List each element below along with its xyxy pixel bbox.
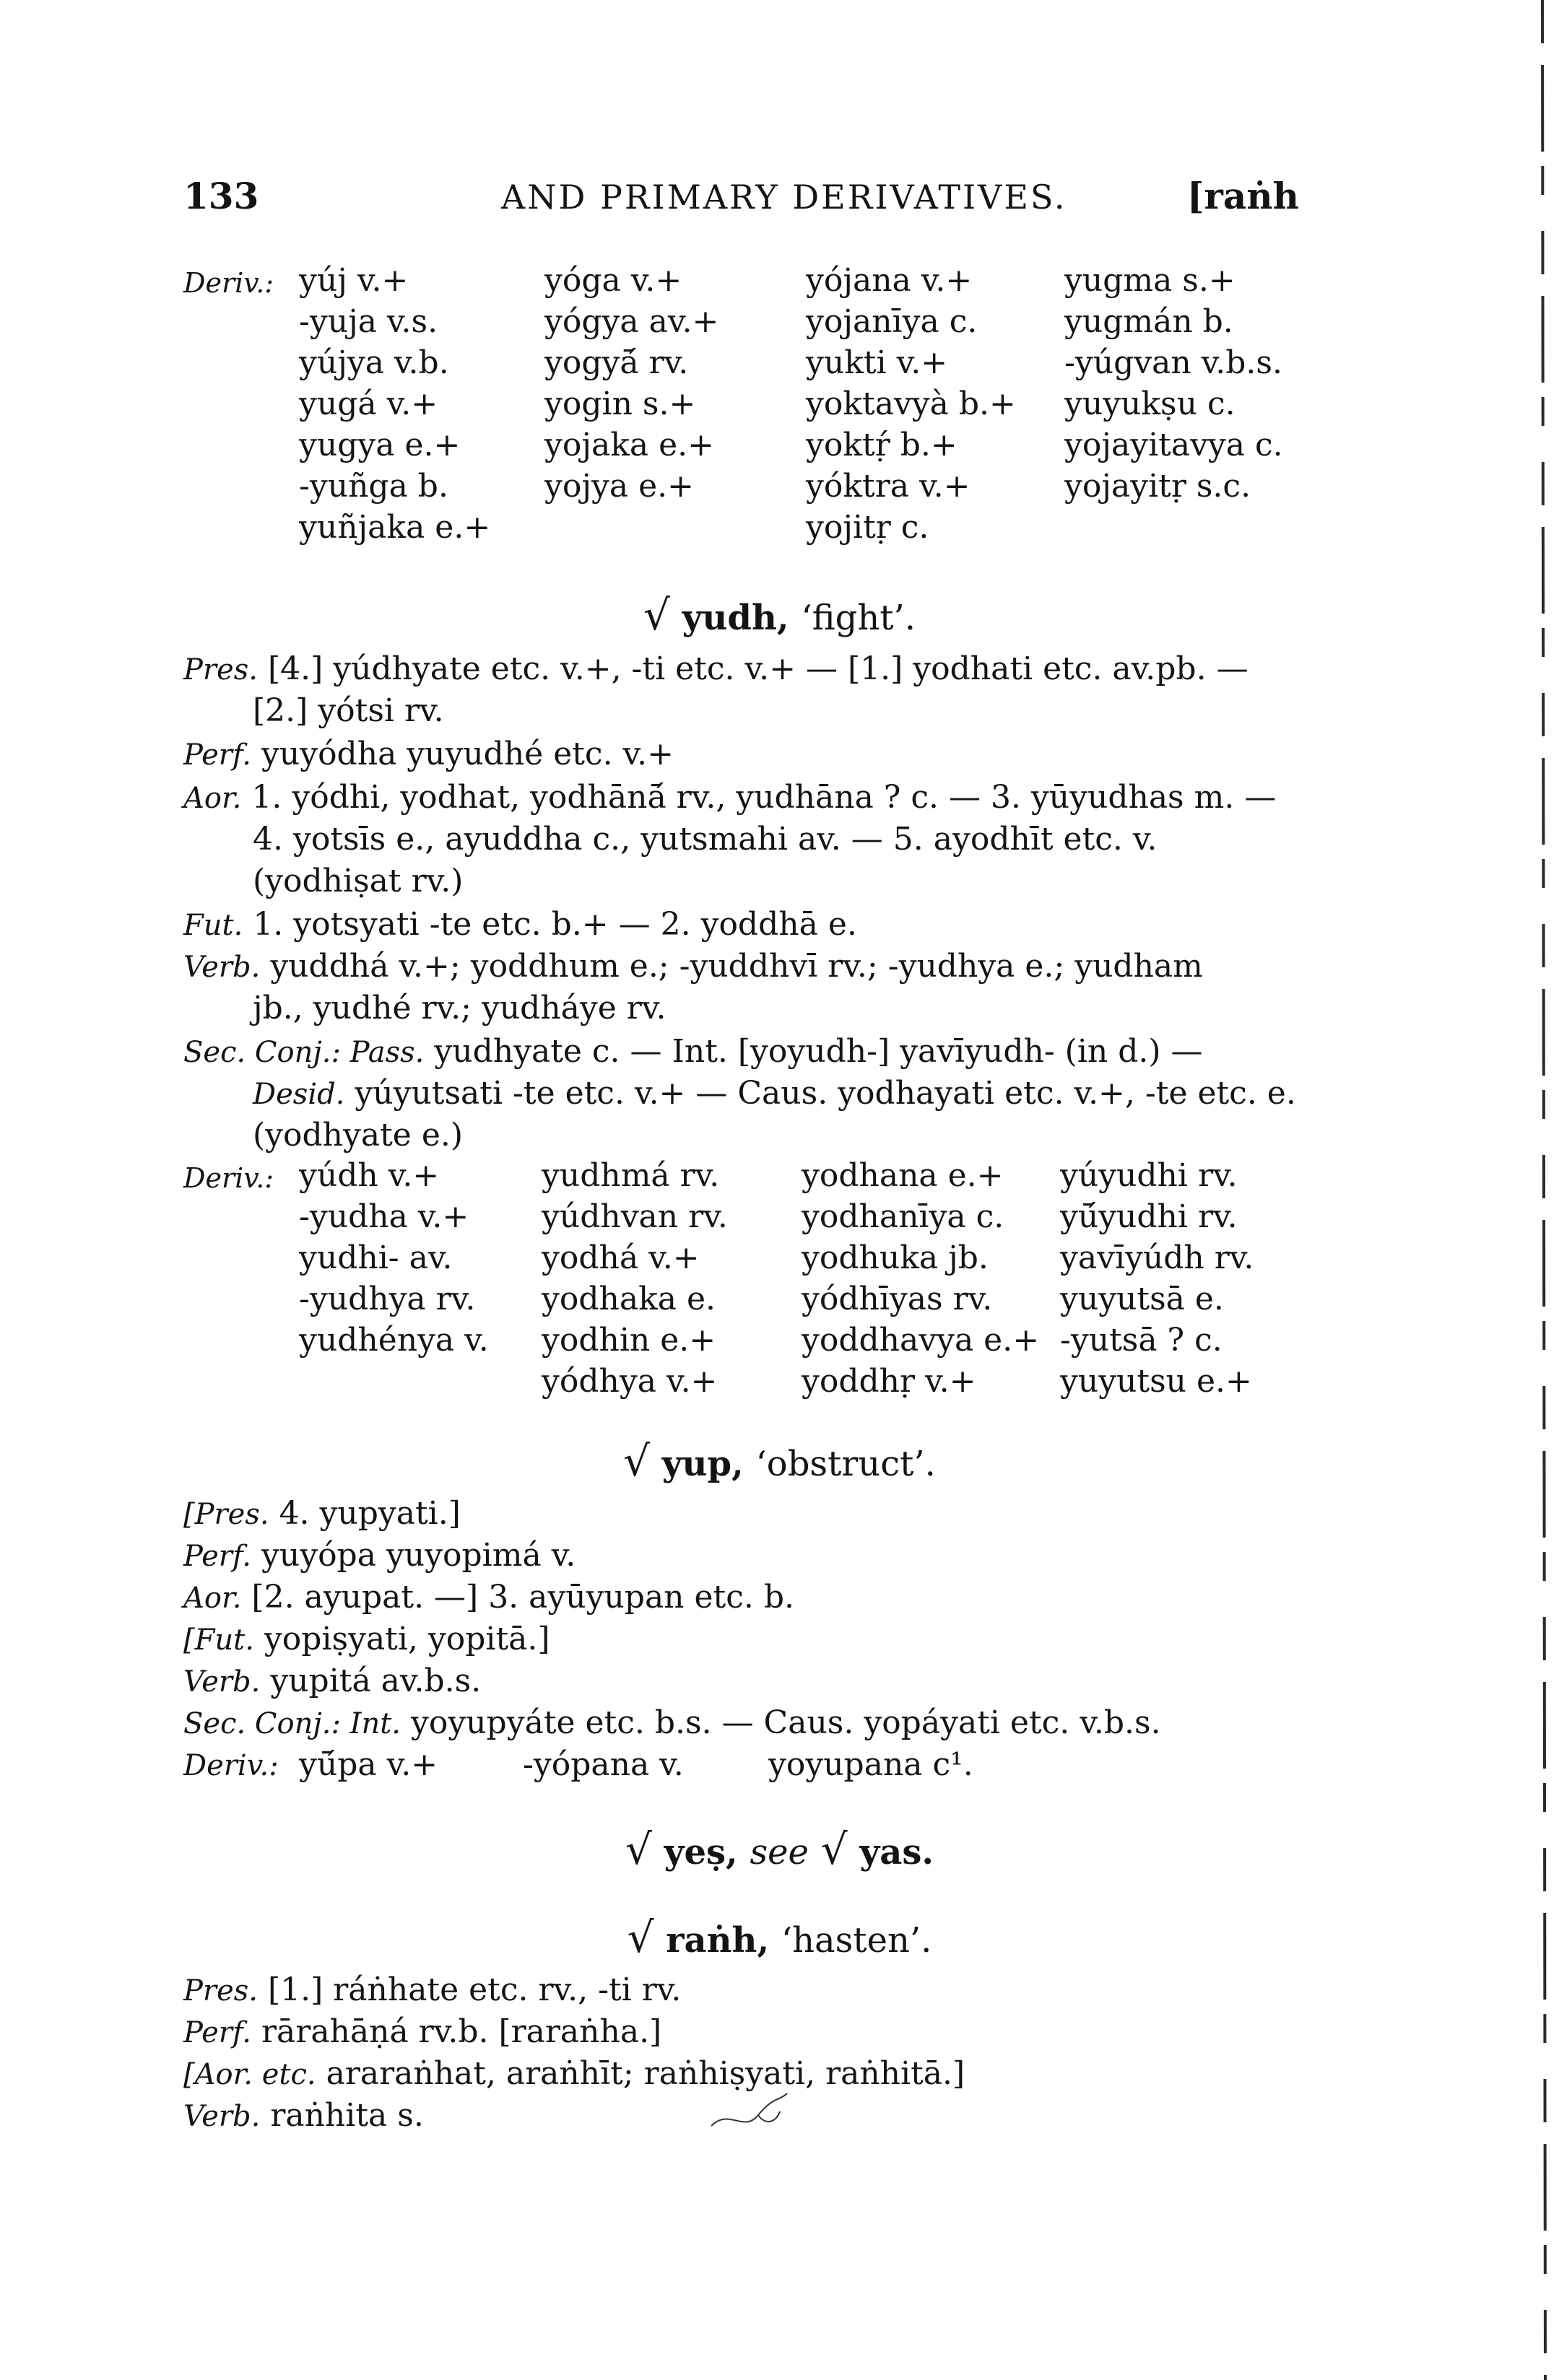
form-label: [Pres.: [183, 1498, 269, 1531]
root-word: yup,: [661, 1444, 744, 1484]
deriv-entry: yodhanīya c.: [802, 1198, 1004, 1235]
deriv-entry: -yuja v.s.: [299, 303, 438, 340]
pencil-flourish-icon: [708, 2086, 794, 2137]
yudh-verbal-line: [183, 946, 1310, 988]
root-heading-yup: [0, 1437, 1559, 1486]
deriv-column: [544, 260, 718, 507]
form-text: 4. yotsīs e., ayuddha c., yutsmahi av. — 5. ayodhīt etc. v.: [253, 821, 1158, 858]
form-text: raṅhita s.: [270, 2097, 424, 2134]
deriv-column: [1060, 1155, 1254, 1402]
deriv-entry: yukti v.+: [806, 344, 948, 381]
deriv-entry: yojayitavya c.: [1064, 427, 1283, 463]
form-label: Verb.: [183, 1665, 261, 1699]
form-text: [1.] ráṅhate etc. rv., -ti rv.: [267, 1971, 682, 2008]
binding-edge-shadow: [1521, 0, 1559, 2380]
form-label: Perf.: [183, 2016, 252, 2049]
form-text: [2.] yótsi rv.: [253, 692, 444, 729]
page-number: 133: [183, 175, 259, 217]
radical-sign-icon: √: [820, 1825, 848, 1874]
yudh-desiderative-line: [253, 1073, 1379, 1115]
deriv-entry: -yutsā ? c.: [1060, 1322, 1223, 1359]
deriv-entry: yudhmá rv.: [542, 1157, 720, 1194]
form-text: yopiṣyati, yopitā.]: [264, 1621, 550, 1657]
running-title: AND PRIMARY DERIVATIVES.: [501, 178, 1067, 217]
yudh-secondary-cont: [253, 1115, 1379, 1156]
yup-future-line: [183, 1618, 1310, 1660]
deriv-entry: yuyutsā e.: [1060, 1281, 1224, 1317]
ranh-perfect-line: [183, 2011, 1310, 2053]
deriv-entry: yojaka e.+: [544, 427, 714, 463]
form-label: Verb.: [183, 2100, 261, 2133]
form-label: Fut.: [183, 909, 243, 942]
yudh-perfect-line: [183, 733, 1310, 775]
deriv-entry: yodhá v.+: [542, 1239, 700, 1276]
form-text: [2. ayupat. —] 3. ayūyupan etc. b.: [251, 1579, 794, 1616]
deriv-entry: yógya av.+: [544, 303, 719, 340]
root-heading-ranh: [0, 1913, 1559, 1962]
form-text: rārahāṇá rv.b. [raraṅha.]: [261, 2013, 662, 2050]
deriv-entry: yudhi- av.: [299, 1239, 453, 1276]
form-label: Sec. Conj.: Int.: [183, 1707, 401, 1740]
form-text: yudhyate c. — Int. [yoyudh-] yavīyudh- (in d.) —: [434, 1033, 1203, 1070]
yup-derivatives-line: [183, 1744, 1310, 1786]
root-gloss: ‘hasten’.: [781, 1920, 932, 1961]
root-word: yudh,: [682, 598, 789, 638]
form-text: jb., yudhé rv.; yudháye rv.: [253, 990, 666, 1026]
deriv-entry: -yuñga b.: [299, 468, 448, 505]
deriv-entry: -yudhya rv.: [299, 1281, 476, 1317]
deriv-entry: yúj v.+: [299, 262, 409, 299]
root-reference: [raṅh: [1186, 175, 1299, 217]
deriv-entry: -yópana v.: [523, 1746, 684, 1783]
form-text: 4. yupyati.]: [279, 1495, 461, 1532]
deriv-entry: yojitṛ c.: [806, 509, 929, 546]
radical-sign-icon: √: [623, 1437, 651, 1486]
form-text: [4.] yúdhyate etc. v.+, -ti etc. v.+ — [1.] yodhati etc. av.pb. —: [267, 650, 1248, 687]
yudh-secondary-line: [183, 1031, 1310, 1073]
yudh-present-line: [183, 648, 1310, 690]
deriv-label: Deriv.:: [183, 1162, 274, 1194]
form-text: (yodhyate e.): [253, 1117, 464, 1154]
deriv-entry: yodhuka jb.: [802, 1239, 989, 1276]
yup-aorist-line: [183, 1577, 1310, 1618]
deriv-entry: yúyudhi rv.: [1060, 1157, 1238, 1194]
deriv-column: [299, 1155, 489, 1361]
root-word: yeṣ,: [664, 1832, 738, 1873]
deriv-entry: yóktra v.+: [806, 468, 970, 505]
form-label: Aor.: [183, 782, 242, 815]
deriv-entry: yójana v.+: [806, 262, 973, 299]
form-text: 1. yódhi, yodhat, yodhānā́ rv., yudhāna ? c. — 3. yūyudhas m. —: [251, 779, 1277, 816]
deriv-label: Deriv.:: [183, 1749, 279, 1782]
deriv-entry: yoddhṛ v.+: [802, 1363, 976, 1400]
deriv-column: [1064, 260, 1283, 507]
form-label: Sec. Conj.: Pass.: [183, 1036, 425, 1069]
yudh-aorist-cont: [253, 819, 1379, 860]
deriv-entry: yavīyúdh rv.: [1060, 1239, 1254, 1276]
form-text: yúyutsati -te etc. v.+ — Caus. yodhayati etc. v.+, -te etc. e.: [355, 1075, 1296, 1112]
deriv-entry: yoktṛ́ b.+: [806, 427, 957, 463]
deriv-label: Deriv.:: [183, 267, 274, 299]
yup-present-line: [183, 1493, 1310, 1535]
form-text: (yodhiṣat rv.): [253, 863, 464, 899]
deriv-entry: yodhin e.+: [542, 1322, 716, 1359]
deriv-entry: -yudha v.+: [299, 1198, 469, 1235]
deriv-entry: yuyukṣu c.: [1064, 385, 1236, 422]
deriv-entry: yodhaka e.: [542, 1281, 716, 1317]
radical-sign-icon: √: [643, 590, 670, 640]
form-label: Verb.: [183, 951, 261, 984]
form-text: yuyódha yuyudhé etc. v.+: [261, 736, 674, 772]
yup-verbal-line: [183, 1660, 1310, 1702]
form-label: Pres.: [183, 653, 258, 686]
form-text: yuyópa yuyopimá v.: [261, 1537, 576, 1574]
deriv-entry: yódhya v.+: [542, 1363, 718, 1400]
form-label: Perf.: [183, 1540, 252, 1573]
deriv-entry: yugya e.+: [299, 427, 461, 463]
deriv-entry: yugá v.+: [299, 385, 438, 422]
yup-perfect-line: [183, 1535, 1310, 1577]
deriv-column: [299, 260, 490, 548]
form-text: yuddhá v.+; yoddhum e.; -yuddhvī rv.; -yudhya e.; yudham: [270, 948, 1203, 985]
form-label: Aor.: [183, 1582, 242, 1615]
radical-sign-icon: √: [625, 1825, 652, 1874]
yudh-aorist-cont: [253, 860, 1379, 902]
form-text: yoyupyáte etc. b.s. — Caus. yopáyati etc. v.b.s.: [411, 1704, 1161, 1741]
deriv-entry: yoddhavya e.+: [802, 1322, 1040, 1359]
form-label: Perf.: [183, 738, 252, 772]
deriv-entry: yudhénya v.: [299, 1322, 489, 1359]
deriv-column: [802, 1155, 1039, 1402]
deriv-entry: yū́yudhi rv.: [1060, 1198, 1238, 1235]
deriv-entry: yugma s.+: [1064, 262, 1236, 299]
form-text: 1. yotsyati -te etc. b.+ — 2. yoddhā e.: [253, 906, 857, 943]
yudh-aorist-line: [183, 777, 1310, 819]
deriv-entry: yojanīya c.: [806, 303, 978, 340]
ranh-present-line: [183, 1969, 1310, 2011]
deriv-entry: yojya e.+: [544, 468, 694, 505]
deriv-entry: yoktavyà b.+: [806, 385, 1016, 422]
form-text: yupitá av.b.s.: [270, 1662, 482, 1699]
form-text: araraṅhat, araṅhīt; raṅhiṣyati, raṅhitā.]: [326, 2055, 965, 2092]
root-heading-yes: [0, 1825, 1559, 1874]
form-label: Desid.: [253, 1078, 345, 1111]
yudh-future-line: [183, 904, 1310, 946]
yup-secondary-line: [183, 1702, 1310, 1744]
deriv-entry: yúdhvan rv.: [542, 1198, 728, 1235]
form-label: [Aor. etc.: [183, 2058, 316, 2091]
root-word: raṅh,: [666, 1920, 770, 1961]
root-gloss: ‘fight’.: [801, 598, 916, 638]
deriv-entry: yugmán b.: [1064, 303, 1233, 340]
yudh-present-cont: [253, 690, 1379, 732]
deriv-entry: yújya v.b.: [299, 344, 449, 381]
deriv-entry: yojayitṛ s.c.: [1064, 468, 1251, 505]
deriv-entry: yóga v.+: [544, 262, 682, 299]
deriv-entry: yodhana e.+: [802, 1157, 1004, 1194]
see-reference: see: [750, 1832, 809, 1873]
form-label: [Fut.: [183, 1623, 254, 1657]
radical-sign-icon: √: [627, 1913, 654, 1962]
deriv-entry: -yúgvan v.b.s.: [1064, 344, 1282, 381]
deriv-column: [806, 260, 1016, 548]
deriv-column: [542, 1155, 728, 1402]
deriv-entry: yogyā́ rv.: [544, 344, 689, 381]
deriv-entry: yúdh v.+: [299, 1157, 440, 1194]
deriv-entry: yogin s.+: [544, 385, 696, 422]
deriv-entry: yuñjaka e.+: [299, 509, 491, 546]
yudh-verbal-cont: [253, 988, 1379, 1029]
deriv-entry: yódhīyas rv.: [802, 1281, 993, 1317]
form-label: Pres.: [183, 1974, 258, 2008]
root-heading-yudh: [0, 590, 1559, 640]
root-gloss: ‘obstruct’.: [755, 1444, 936, 1484]
deriv-entry: yuyutsu e.+: [1060, 1363, 1252, 1400]
deriv-entry: yū́pa v.+: [299, 1746, 438, 1783]
page-header: [183, 175, 1299, 232]
reference-root: yas.: [859, 1832, 934, 1873]
deriv-entry: yoyupana c¹.: [768, 1746, 973, 1783]
